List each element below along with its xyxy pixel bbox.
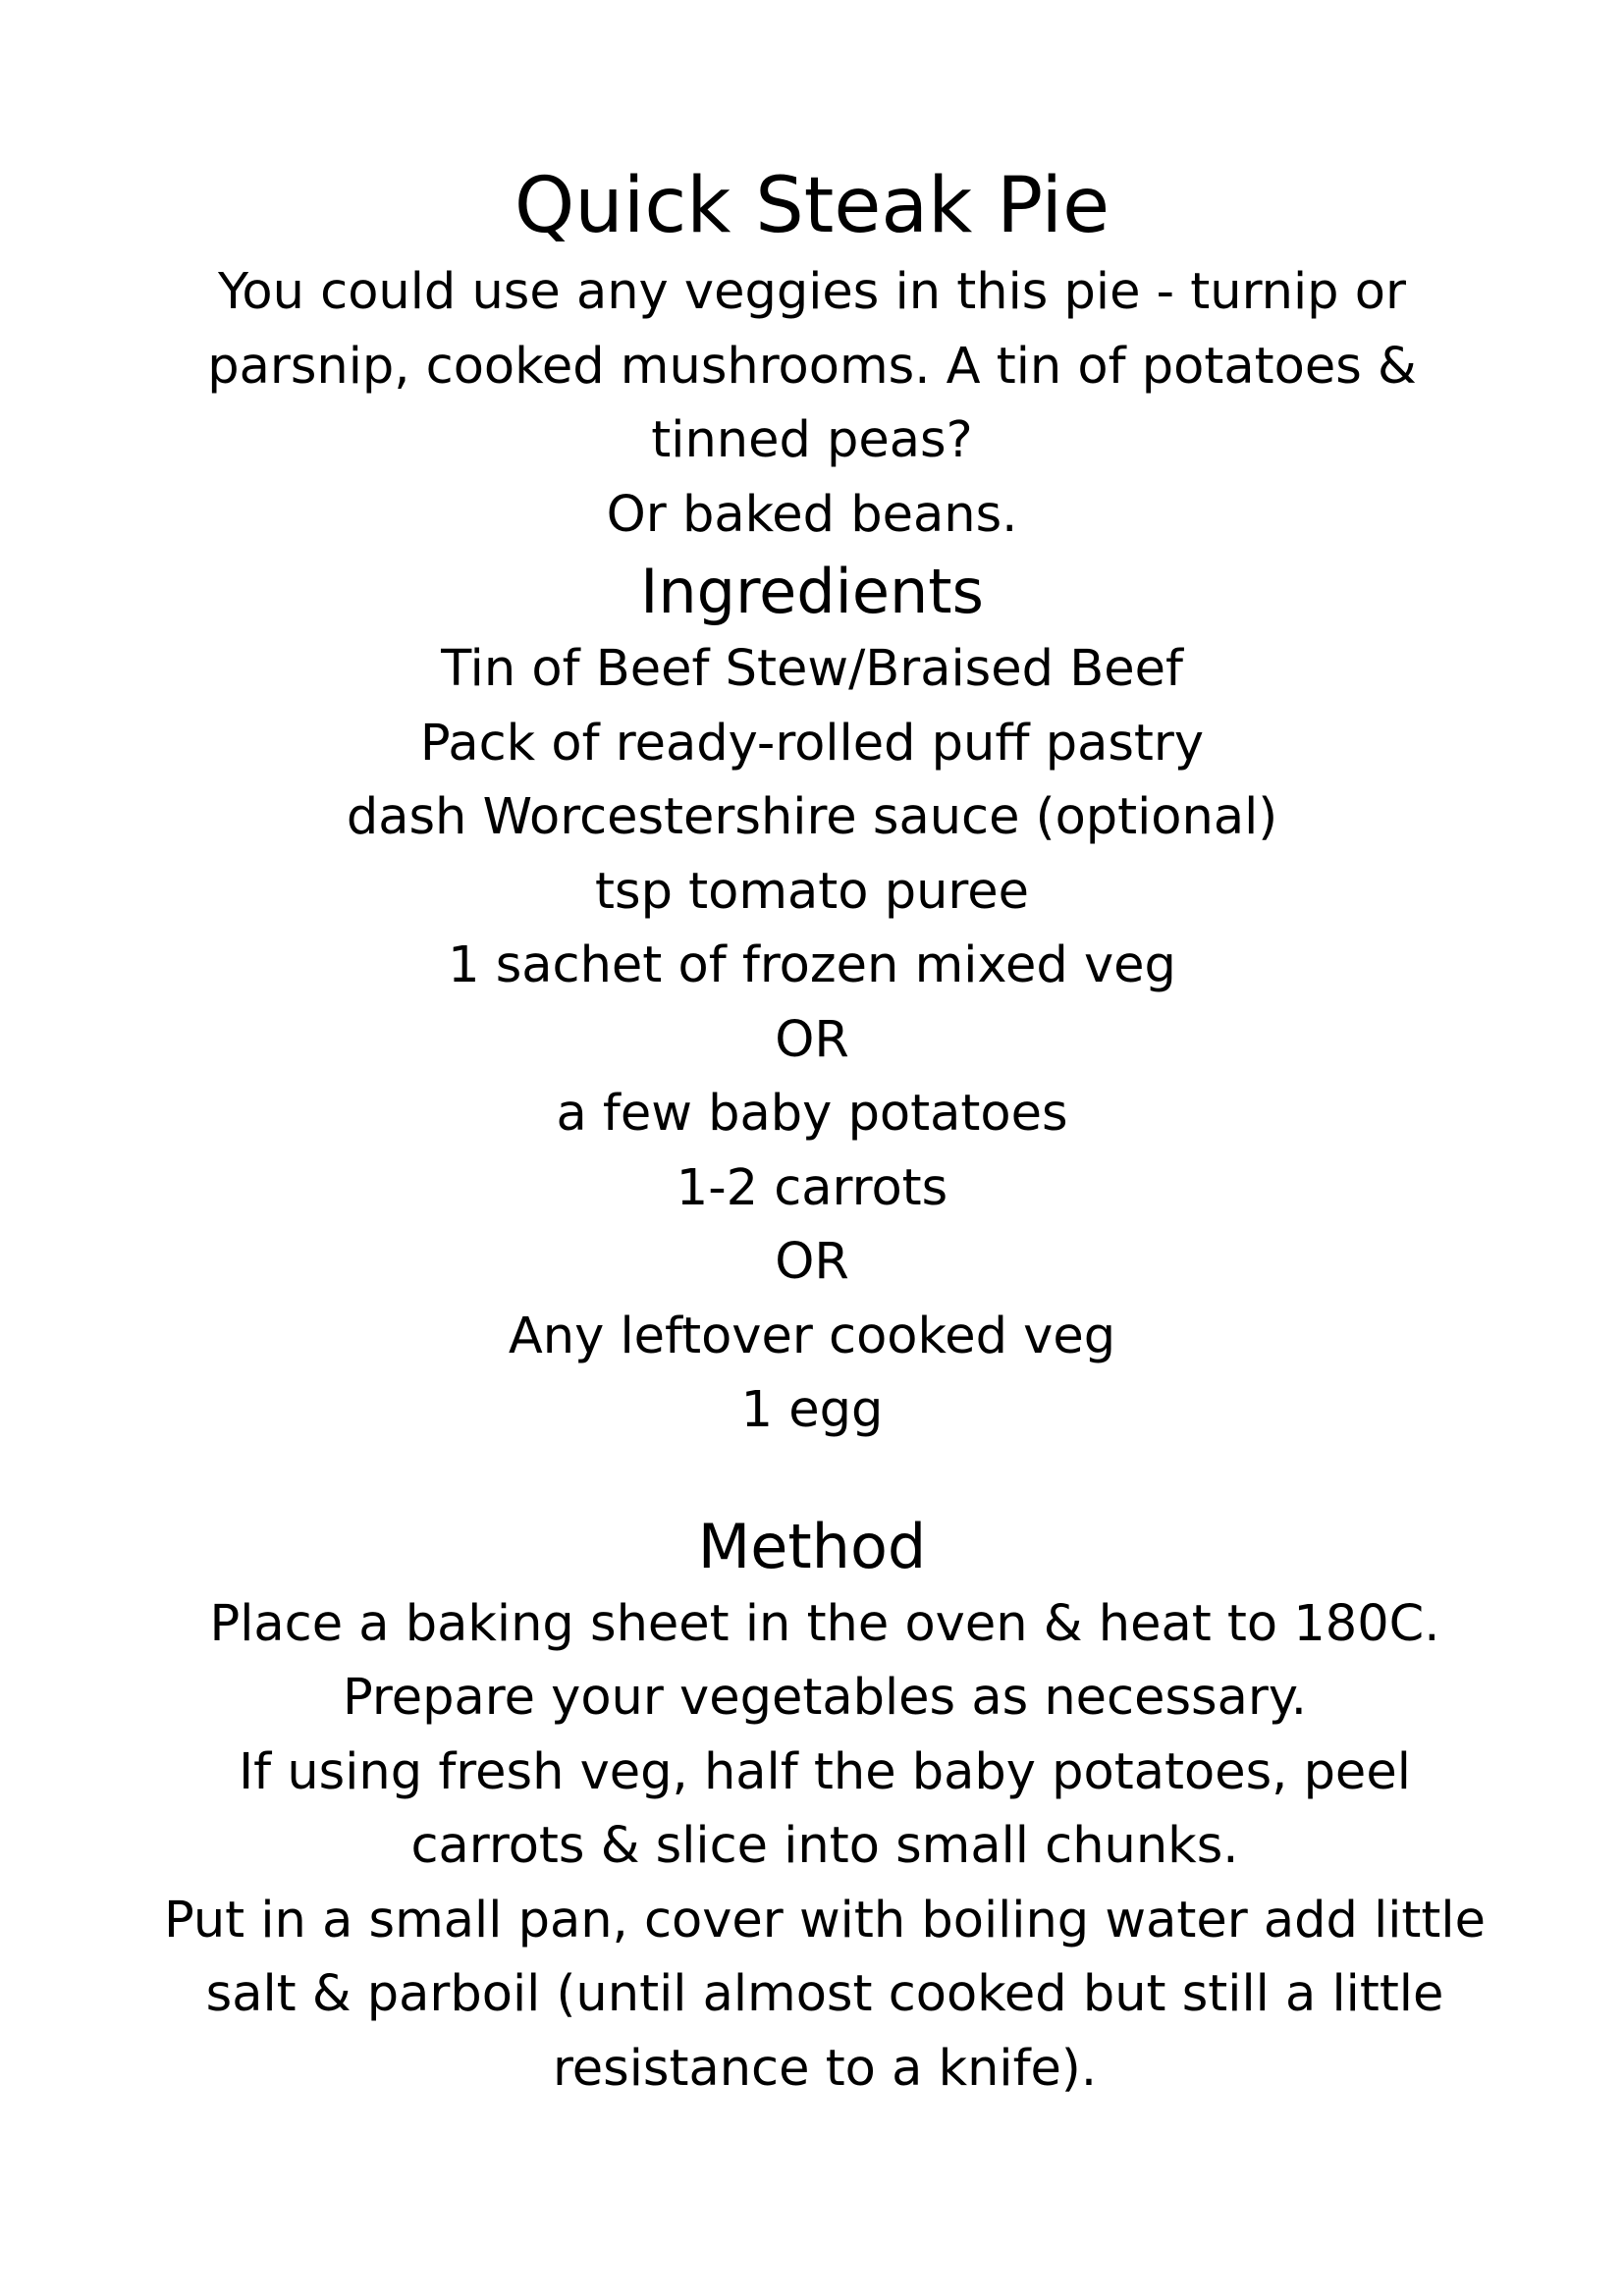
ingredient-item: Tin of Beef Stew/Braised Beef	[441, 640, 1183, 698]
method-heading: Method	[697, 1510, 927, 1582]
ingredient-item: 1-2 carrots	[676, 1158, 948, 1217]
ingredient-item: tsp tomato puree	[595, 862, 1029, 921]
ingredient-item: 1 egg	[740, 1381, 884, 1439]
ingredient-item: Any leftover cooked veg	[508, 1307, 1116, 1365]
ingredients-list	[147, 632, 1477, 1448]
section-spacer	[147, 1448, 1477, 1507]
method-steps	[147, 1587, 1502, 2107]
recipe-intro: You could use any veggies in this pie - turnip or parsnip, cooked mushrooms. A tin of potatoes & tinned peas?	[207, 263, 1417, 469]
ingredient-separator: OR	[775, 1010, 849, 1069]
method-step: Put in a small pan, cover with boiling water add little salt & parboil (until almost cooked but still a little resistance to a knife).	[164, 1891, 1486, 2098]
ingredient-item: dash Worcestershire sauce (optional)	[346, 788, 1278, 846]
ingredient-item: Pack of ready-rolled puff pastry	[419, 714, 1205, 773]
method-step: Prepare your vegetables as necessary.	[343, 1669, 1307, 1727]
ingredient-item: a few baby potatoes	[556, 1085, 1068, 1143]
method-step: If using fresh veg, half the baby potatoes, peel carrots & slice into small chunks.	[239, 1742, 1411, 1875]
method-step: Place a baking sheet in the oven & heat to 180C.	[209, 1594, 1440, 1653]
recipe-title: Quick Steak Pie	[514, 162, 1110, 250]
ingredients-heading: Ingredients	[640, 556, 984, 627]
ingredient-separator: OR	[775, 1233, 849, 1291]
recipe-intro-extra: Or baked beans.	[606, 485, 1018, 544]
ingredient-item: 1 sachet of frozen mixed veg	[448, 936, 1176, 994]
